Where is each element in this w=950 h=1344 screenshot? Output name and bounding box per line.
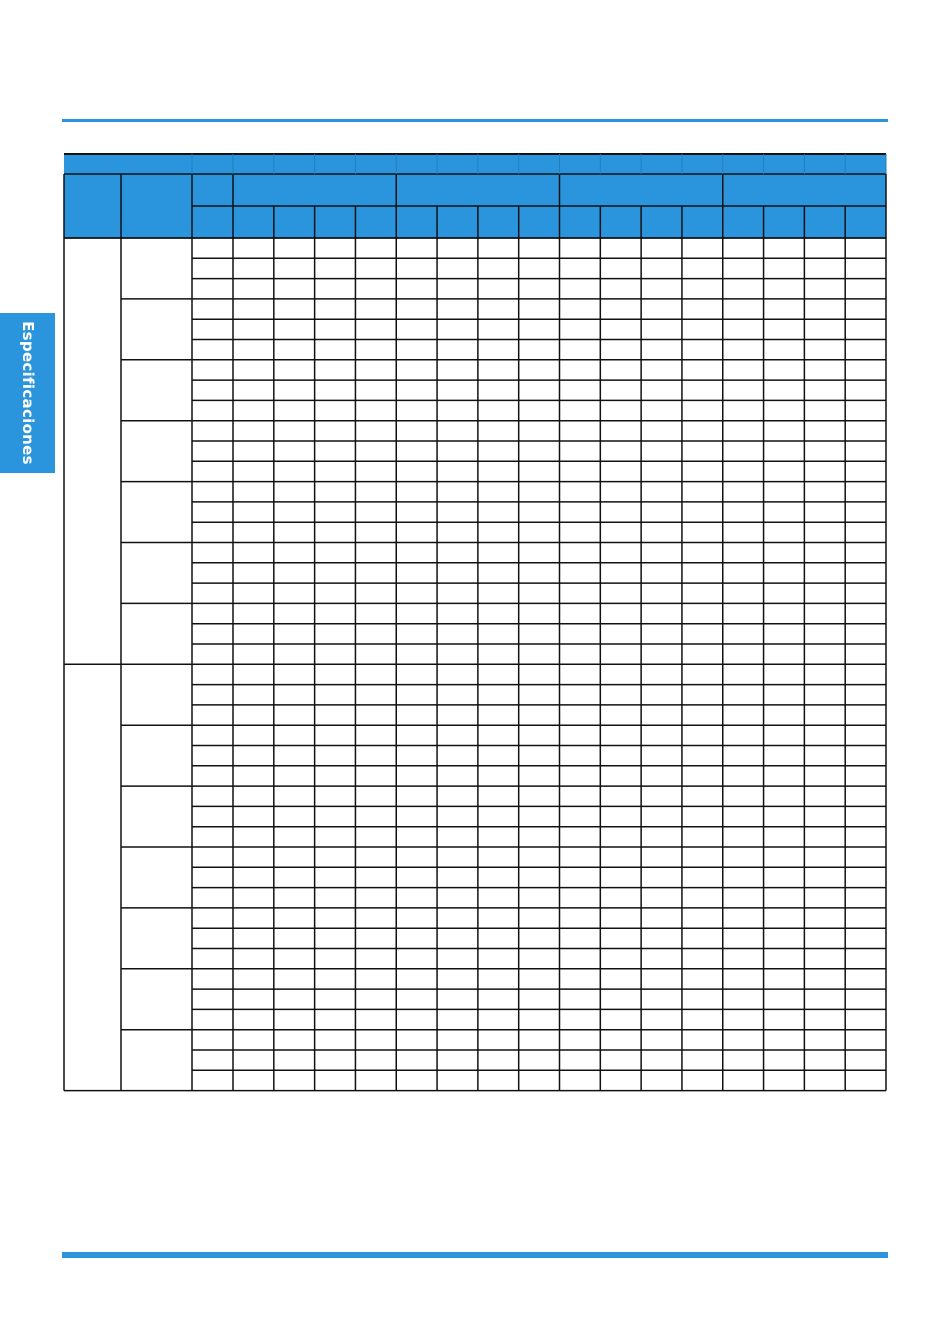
table-header <box>64 154 886 238</box>
footer-rule <box>62 1252 888 1258</box>
side-tab-label: Especificaciones <box>18 321 37 465</box>
